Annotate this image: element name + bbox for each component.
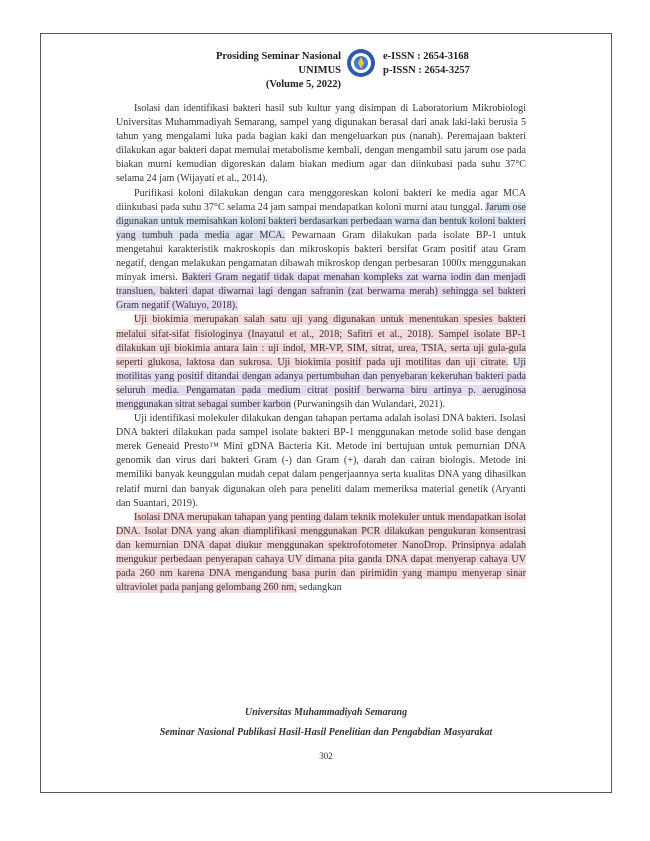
paragraph-2-part-a: Purifikasi koloni dilakukan dengan cara menggoreskan koloni bakteri ke media agar MCA diinkubasi pada suhu 37°C selama 24 jam sampai mendapatkan koloni murni atau tunggal.	[116, 187, 526, 213]
issn-block	[383, 50, 470, 78]
paragraph-3-citation: (Purwaningsih dan Wulandari, 2021).	[293, 398, 446, 410]
eissn: e-ISSN : 2654-3168	[383, 51, 469, 62]
page-header	[41, 44, 611, 90]
highlight-blue-1: Jarum ose digunakan untuk memisahkan koloni bakteri berdasarkan perbedaan warna dan bentuk koloni bakteri yang tumbuh pada media agar MCA.	[116, 201, 526, 241]
page-footer	[41, 706, 611, 762]
paragraph-5-end: sedangkan	[299, 582, 342, 594]
highlight-pink-1: Uji biokimia merupakan salah satu uji yang digunakan untuk menentukan spesies bakteri melalui sifat-sifat fisiologinya (Inayatul et al., 2018; Safitri et al., 2018). Sampel isolate BP-1 dilakukan uji biokimia antara lain : uji indol, MR-VP, SIM, sitrat, urea, TSIA, serta uji gula-gula seperti glukosa, laktosa dan sukrosa. Uji biokimia positif pada uji motilitas dan uji citrate.	[116, 314, 526, 368]
paragraph-1: Isolasi dan identifikasi bakteri hasil sub kultur yang disimpan di Laboratorium Mikrobiologi Universitas Muhammadiyah Semarang, sampel yang digunakan berasal dari anak laki-laki berusia 5 tahun yang mengalami luka pada bagian kaki dan mengeluarkan pus (nanah). Peremajaan bakteri dilakukan agar bakteri dapat memulai metabolisme kembali, dengan mengambil satu jarum ose pada biakan murni kemudian digoreskan dalam biakan medium agar dan diinkubasi pada suhu 37°C selama 24 jam (Wijayati et al., 2014).	[116, 103, 526, 185]
body-text	[116, 102, 526, 595]
paragraph-4: Uji identifikasi molekuler dilakukan dengan tahapan pertama adalah isolasi DNA bakteri. Isolasi DNA bakteri dilakukan pada sampel isolate bakteri BP-1 menggunakan metode solid base dengan merek Geneaid Presto™ Mini gDNA Bacteria Kit. Metode ini bertujuan untuk pemurnian DNA genomik dan virus dari bakteri Gram (-) dan Gram (+), darah dan cairan biologis. Metode ini memiliki banyak keunggulan mudah cepat dalam pengerjaannya serta kualitas DNA yang dihasilkan relatif murni dan banyak digunakan oleh para peneliti dalam memeriksa material genetik (Aryanti dan Suantari, 2019).	[116, 413, 526, 509]
footer-university: Universitas Muhammadiyah Semarang	[244, 707, 408, 718]
page-number: 302	[319, 751, 333, 761]
highlight-purple-1: Bakteri Gram negatif tidak dapat menahan kompleks zat warna iodin dan menjadi transluen, bakteri dapat diwarnai lagi dengan safranin (zat berwarna merah) sehingga sel bakteri Gram negatif (Waluyo, 2018).	[116, 272, 526, 312]
unimus-logo-icon	[346, 48, 376, 78]
paragraph-2	[116, 187, 526, 314]
footer-seminar: Seminar Nasional Publikasi Hasil-Hasil Penelitian dan Pengabdian Masyarakat	[159, 727, 493, 738]
highlight-pink-2: Isolasi DNA merupakan tahapan yang penting dalam teknik molekuler untuk mendapatkan isolat DNA. Isolat DNA yang akan diamplifikasi menggunakan PCR dilakukan pengukuran konsentrasi dan kemurnian DNA dapat diukur menggunakan spektrofotometer NanoDrop. Prinsipnya adalah mengukur perbedaan penyerapan cahaya UV dimana pita ganda DNA dapat menyerap cahaya UV pada 260 nm karena DNA mengandung basa purin dan pirimidin yang mampu menyerap sinar ultraviolet pada panjang gelombang 260 nm,	[116, 511, 526, 594]
paragraph-3	[116, 313, 526, 412]
paragraph-2-part-c: Pewarnaan Gram dilakukan pada isolate BP-1 untuk mengetahui karakteristik makroskopis dan mikroskopis bakteri bersifat Gram positif atau Gram negatif, dengan melakukan pengamatan dibawah mikroskop dengan perbesaran 1000x menggunakan minyak imersi.	[116, 229, 527, 284]
proceedings-title	[183, 50, 341, 92]
document-page	[40, 33, 612, 793]
proceedings-title-line1: Prosiding Seminar Nasional UNIMUS	[215, 51, 341, 76]
highlight-purple-2: Uji motilitas yang positif ditandai dengan adanya pertumbuhan dan penyebaran kekeruhan bakteri pada seluruh media. Pengamatan pada medium citrat positif berwarna biru artinya p. aeruginosa menggunakan sitrat sebagai sumber karbon	[116, 356, 526, 410]
proceedings-volume: (Volume 5, 2022)	[265, 79, 341, 90]
pissn: p-ISSN : 2654-3257	[383, 65, 470, 76]
paragraph-5	[116, 511, 526, 596]
